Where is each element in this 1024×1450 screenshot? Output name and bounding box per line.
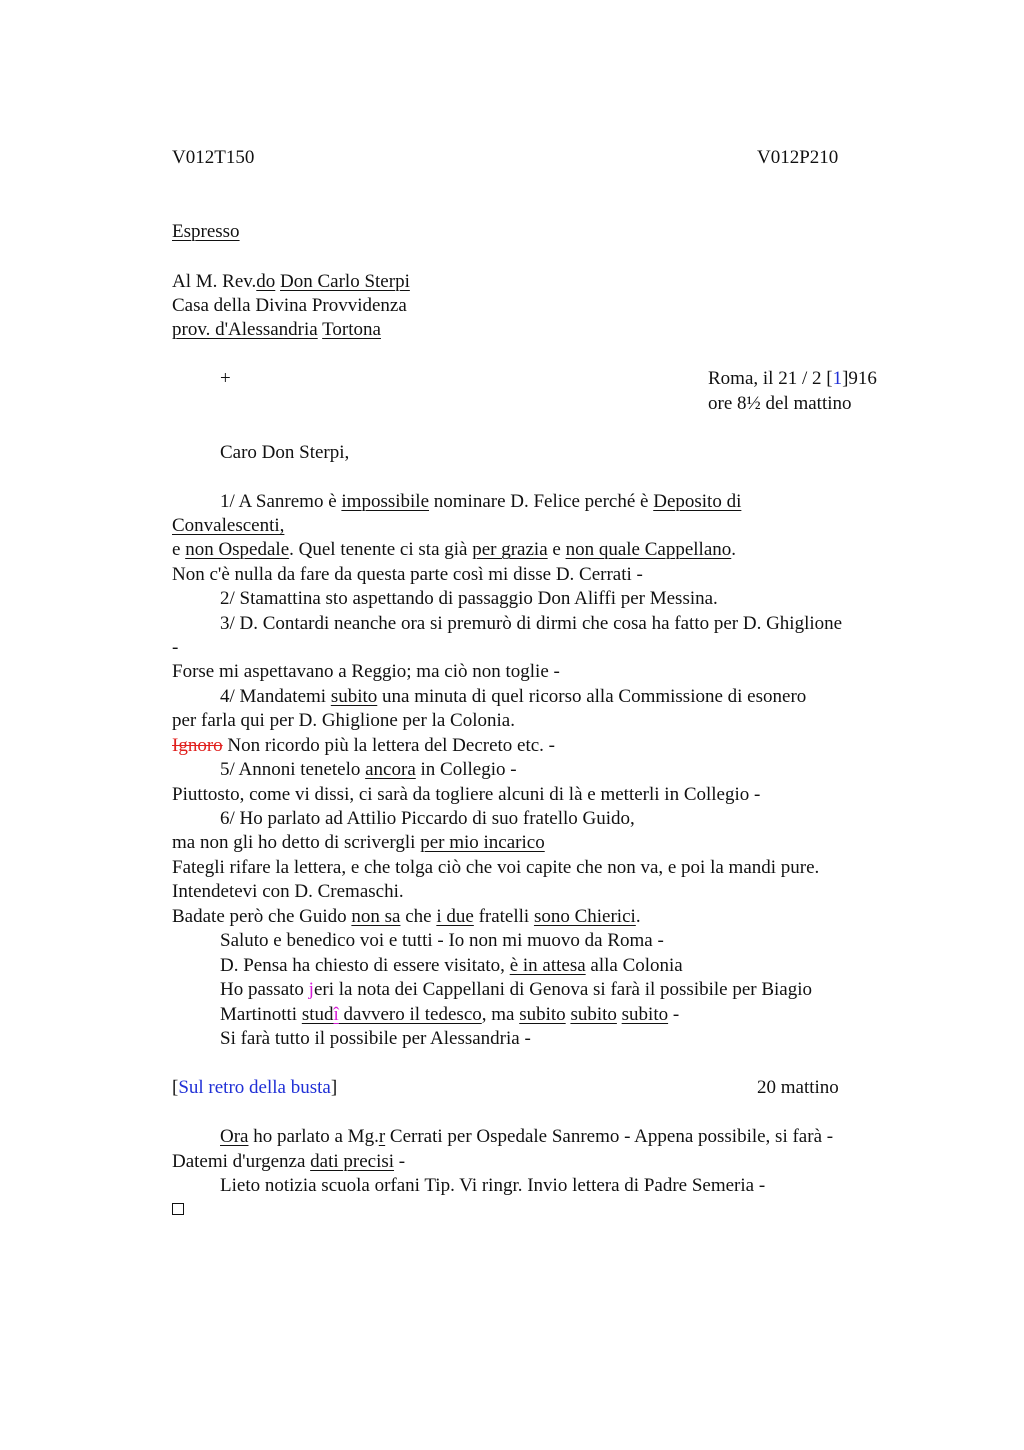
body-line: 3/ D. Contardi neanche ora si premurò di dirmi che cosa ha fatto per D. Ghiglione <box>220 613 843 634</box>
body-line: Convalescenti, <box>172 515 285 536</box>
body-line: 5/ Annoni tenetelo ancora in Collegio - <box>220 759 517 780</box>
body-line: Fategli rifare la lettera, e che tolga ciò che voi capite che non va, e poi la mandi pure. <box>172 857 820 878</box>
body-line: Saluto e benedico voi e tutti - Io non mi muovo da Roma - <box>220 930 664 951</box>
cross-mark: + <box>220 368 231 389</box>
salutation: Caro Don Sterpi, <box>220 442 350 463</box>
body-line: Forse mi aspettavano a Reggio; ma ciò non toglie - <box>172 661 560 682</box>
time-line: ore 8½ del mattino <box>708 393 852 414</box>
delivery-mark: Espresso <box>172 221 240 242</box>
body-line: Ho passato jeri la nota dei Cappellani di Genova si farà il possibile per Biagio <box>220 979 813 1000</box>
header-left-code: V012T150 <box>172 147 255 168</box>
body-line: Si farà tutto il possibile per Alessandria - <box>220 1028 531 1049</box>
body-line: 6/ Ho parlato ad Attilio Piccardo di suo fratello Guido, <box>220 808 635 829</box>
body-line: e non Ospedale. Quel tenente ci sta già per grazia e non quale Cappellano. <box>172 539 737 560</box>
retro-label: [Sul retro della busta] <box>172 1077 338 1098</box>
body-line: 4/ Mandatemi subito una minuta di quel ricorso alla Commissione di esonero <box>220 686 807 707</box>
retro-line: Ora ho parlato a Mg.r Cerrati per Ospedale Sanremo - Appena possibile, si farà - <box>220 1126 834 1147</box>
address-line-1: Al M. Rev.do Don Carlo Sterpi <box>172 271 410 292</box>
body-line: D. Pensa ha chiesto di essere visitato, è in attesa alla Colonia <box>220 955 683 976</box>
header-right-code: V012P210 <box>757 147 839 168</box>
body-line: Ignoro Non ricordo più la lettera del Decreto etc. - <box>172 735 556 756</box>
retro-time: 20 mattino <box>757 1077 839 1098</box>
body-line: ma non gli ho detto di scrivergli per mio incarico <box>172 832 545 853</box>
address-line-3: prov. d'Alessandria Tortona <box>172 319 381 340</box>
body-line: per farla qui per D. Ghiglione per la Colonia. <box>172 710 515 731</box>
body-line: - <box>172 637 179 658</box>
body-line: Martinotti studî davvero il tedesco, ma subito subito subito - <box>220 1004 680 1025</box>
body-line: Non c'è nulla da fare da questa parte così mi disse D. Cerrati - <box>172 564 643 585</box>
retro-line: Datemi d'urgenza dati precisi - <box>172 1151 406 1172</box>
body-line: 1/ A Sanremo è impossibile nominare D. Felice perché è Deposito di <box>220 491 742 512</box>
body-line: Intendetevi con D. Cremaschi. <box>172 881 404 902</box>
place-date: Roma, il 21 / 2 [1]916 <box>708 368 877 389</box>
end-box-icon <box>172 1198 184 1222</box>
struck-word: Ignoro <box>172 735 223 756</box>
body-line: 2/ Stamattina sto aspettando di passaggio Don Aliffi per Messina. <box>220 588 718 609</box>
body-line: Piuttosto, come vi dissi, ci sarà da togliere alcuni di là e metterli in Collegio - <box>172 784 761 805</box>
retro-line: Lieto notizia scuola orfani Tip. Vi ringr. Invio lettera di Padre Semeria - <box>220 1175 766 1196</box>
body-line: Badate però che Guido non sa che i due fratelli sono Chierici. <box>172 906 641 927</box>
address-line-2: Casa della Divina Provvidenza <box>172 295 407 316</box>
